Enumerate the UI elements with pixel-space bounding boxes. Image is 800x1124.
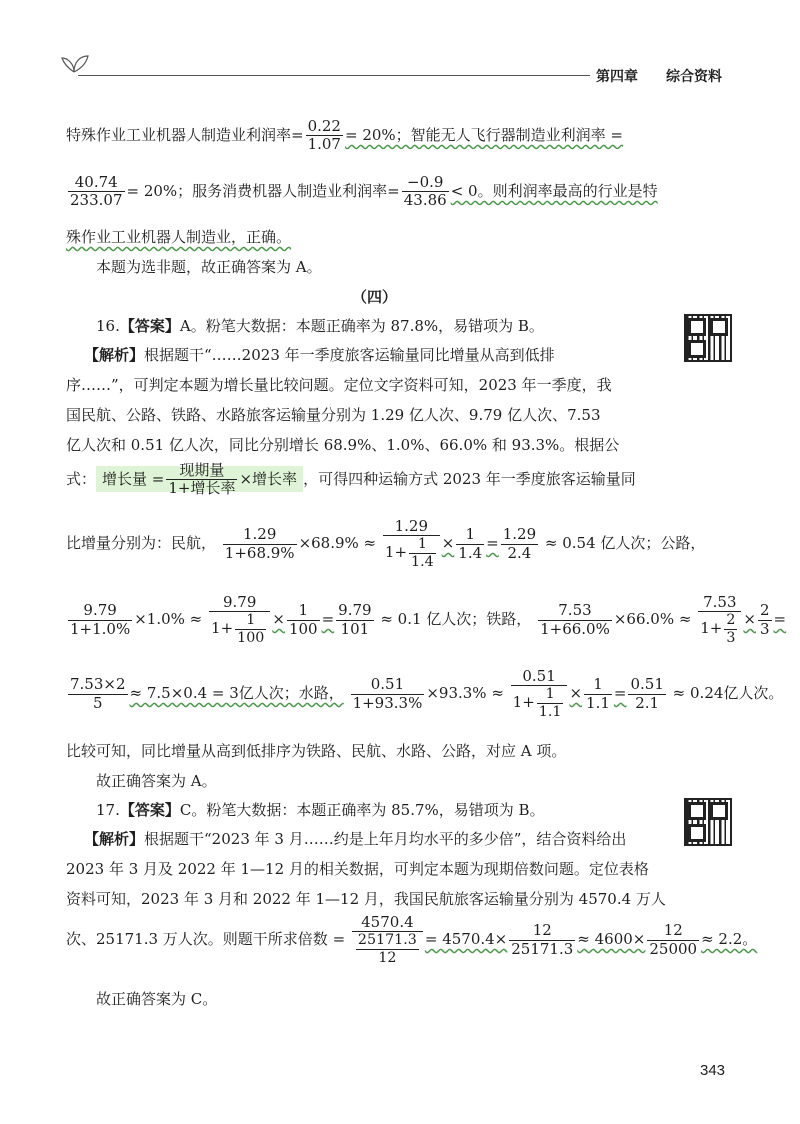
profit-line-4: 本题为选非题，故正确答案为 A。 [96,258,322,276]
q16-analysis-4: 亿人次和 0.51 亿人次，同比分别增长 68.9%、1.0%、66.0% 和 93.3%。根据公 [66,436,620,454]
civil-aviation-calc: 比增量分别为：民航， $\frac{1.29}{1+68.9\%}$ ×68.9% ≈ 1.29 1+ $\frac{1}{1.4}$ × $\frac{1}{1.4}$ = $\frac{1.29}{2.4}$ ≈ 0.54 亿人次；公路， [66,517,706,570]
section-label: 综合资料 [666,69,722,85]
header-rule [78,75,590,76]
q16-answer: 16.【答案】A。粉笔大数据：本题正确率为 87.8%，易错项为 B。 [96,317,544,335]
q17-analysis-3: 资料可知，2023 年 3 月和 2022 年 1—12 月，我国民航旅客运输量分别为 4570.4 万人 [66,890,666,908]
chapter-label: 第四章 [596,69,638,85]
q16-analysis-3: 国民航、公路、铁路、水路旅客运输量分别为 1.29 亿人次、9.79 亿人次、7.53 [66,406,601,424]
profit-line-1: 特殊作业工业机器人制造业利润率= $\frac{0.22}{1.07}$ = 20%；智能无人飞行器制造业利润率 = [66,117,623,154]
qr-code-icon-2[interactable] [684,798,732,846]
road-calc: $\frac{9.79}{1+1.0\%}$ ×1.0% ≈ 9.79 1+ $\frac{1}{100}$ × $\frac{1}{100}$ = $\frac{9.79}{101}$ ≈ 0.1 亿人次；铁路， $\frac{7.53}{1+66.0\%}$ ×66.0% ≈ 7.53 1+ $\frac{2}{3}$ × $\frac{2}{3}$ = [70,593,787,646]
q16-conclusion: 比较可知，同比增量从高到低排序为铁路、民航、水路、公路，对应 A 项。 [66,742,567,760]
profit-line-2: $\frac{40.74}{233.07}$ = 20%；服务消费机器人制造业利润率= $\frac{-0.9}{43.86}$ < 0。则利润率最高的行业是特 [70,173,658,210]
q16-analysis-1: 【解析】根据题干“……2023 年一季度旅客运输量同比增量从高到低排 [84,346,555,364]
q17-calc: 次、25171.3 万人次。则题干所求倍数 = $\frac{4570.4}{\frac{25171.3}{12}}$ = 4570.4× $\frac{12}{25171.3}$ ≈ 4600× $\frac{12}{25000}$ ≈ 2.2。 [66,913,758,966]
section-title: （四） [352,288,398,306]
q17-final: 故正确答案为 C。 [96,990,218,1008]
q16-analysis-2: 序……”，可判定本题为增长量比较问题。定位文字资料可知，2023 年一季度，我 [66,376,612,394]
growth-formula-line: 式： 增长量 = $\frac{\text{现期量}}{\text{1+增长率}}$ ×增长率 ，可得四种运输方式 2023 年一季度旅客运输量同 [66,461,636,498]
rail-water-calc: $\frac{7.53\times 2}{5}$ ≈ 7.5×0.4 = 3亿人次；水路， $\frac{0.51}{1+93.3\%}$ ×93.3% ≈ 0.51 1+ $\frac{1}{1.1}$ × $\frac{1}{1.1}$ = $\frac{0.51}{2.1}$ ≈ 0.24亿人次。 [70,667,784,720]
page-number: 343 [700,1062,726,1079]
profit-line-3: 殊作业工业机器人制造业，正确。 [66,228,292,246]
q17-analysis-1: 【解析】根据题干“2023 年 3 月……约是上年月均水平的多少倍”，结合资料给出 [84,830,627,848]
q16-final: 故正确答案为 A。 [96,772,217,790]
leaf-icon [60,52,90,74]
q17-answer: 17.【答案】C。粉笔大数据：本题正确率为 85.7%，易错项为 B。 [96,801,545,819]
q17-analysis-2: 2023 年 3 月及 2022 年 1—12 月的相关数据，可判定本题为现期倍数问题。定位表格 [66,860,649,878]
qr-code-icon[interactable] [684,314,732,362]
growth-formula: 增长量 = $\frac{\text{现期量}}{\text{1+增长率}}$ ×增长率 [96,466,303,492]
